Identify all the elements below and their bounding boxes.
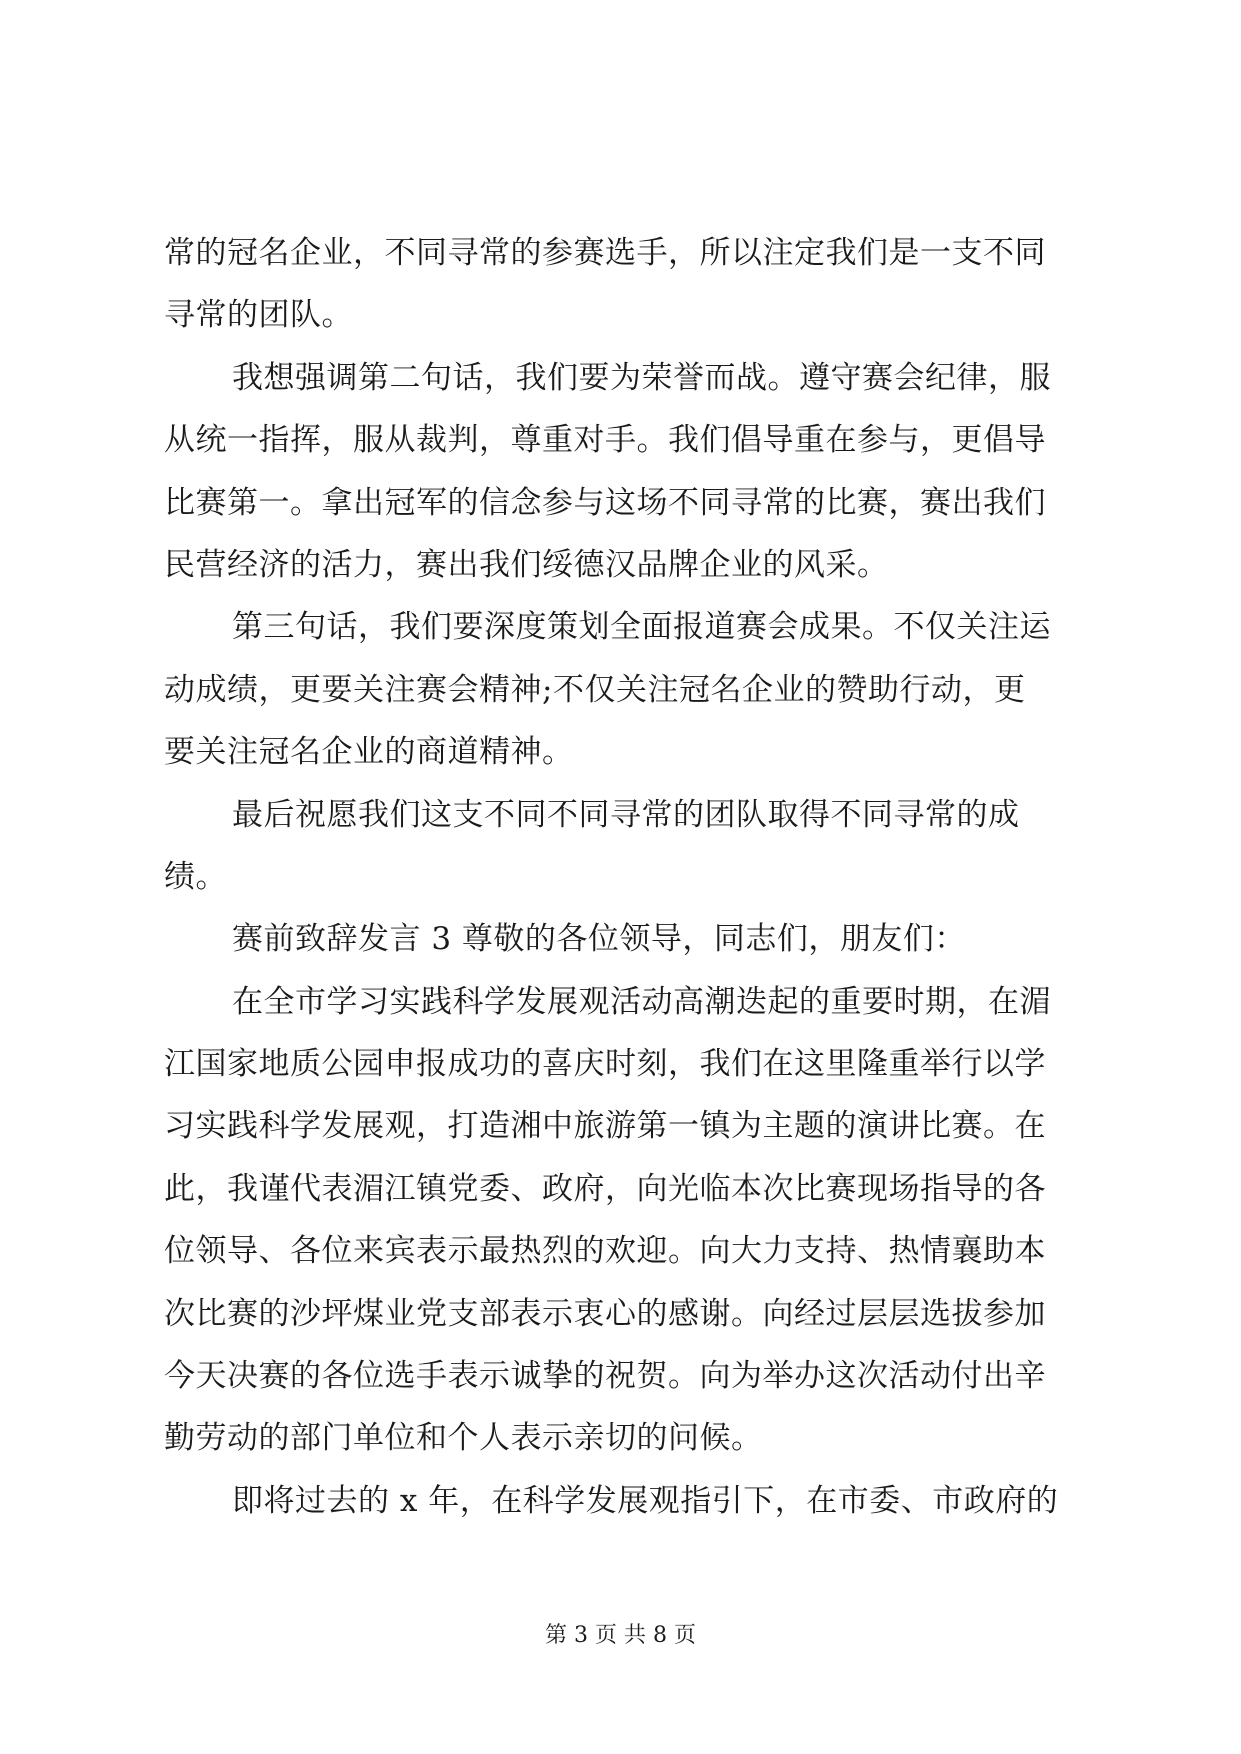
text-line: 江国家地质公园申报成功的喜庆时刻，我们在这里隆重举行以学 xyxy=(164,1046,1046,1083)
text-line: 赛前致辞发言 3 尊敬的各位领导，同志们，朋友们： xyxy=(232,921,966,958)
text-line: 动成绩，更要关注赛会精神;不仅关注冠名企业的赞助行动，更 xyxy=(164,671,1026,708)
text-line: 即将过去的 x 年，在科学发展观指引下，在市委、市政府的 xyxy=(232,1482,1059,1519)
page-footer: 第 3 页 共 8 页 xyxy=(545,1623,696,1648)
text-line: 民营经济的活力，赛出我们绥德汉品牌企业的风采。 xyxy=(164,546,889,583)
text-line: 最后祝愿我们这支不同不同寻常的团队取得不同寻常的成 xyxy=(232,796,1020,833)
text-line: 从统一指挥，服从裁判，尊重对手。我们倡导重在参与，更倡导 xyxy=(164,422,1046,459)
text-line: 在全市学习实践科学发展观活动高潮迭起的重要时期，在湄 xyxy=(232,983,1051,1020)
text-line: 寻常的团队。 xyxy=(164,297,353,334)
text-line: 次比赛的沙坪煤业党支部表示衷心的感谢。向经过层层选拔参加 xyxy=(164,1295,1046,1332)
text-line: 我想强调第二句话，我们要为荣誉而战。遵守赛会纪律，服 xyxy=(232,359,1051,396)
text-line: 绩。 xyxy=(164,858,227,895)
body-text xyxy=(164,222,1084,1532)
text-line: 勤劳动的部门单位和个人表示亲切的问候。 xyxy=(164,1420,763,1457)
text-line: 第三句话，我们要深度策划全面报道赛会成果。不仅关注运 xyxy=(232,609,1051,646)
text-line: 位领导、各位来宾表示最热烈的欢迎。向大力支持、热情襄助本 xyxy=(164,1233,1046,1270)
text-line: 常的冠名企业，不同寻常的参赛选手，所以注定我们是一支不同 xyxy=(164,235,1046,271)
text-line: 今天决赛的各位选手表示诚挚的祝贺。向为举办这次活动付出辛 xyxy=(164,1358,1046,1395)
text-line: 比赛第一。拿出冠军的信念参与这场不同寻常的比赛，赛出我们 xyxy=(164,484,1046,521)
text-line: 此，我谨代表湄江镇党委、政府，向光临本次比赛现场指导的各 xyxy=(164,1170,1046,1207)
text-line: 习实践科学发展观，打造湘中旅游第一镇为主题的演讲比赛。在 xyxy=(164,1108,1046,1145)
text-line: 要关注冠名企业的商道精神。 xyxy=(164,734,574,771)
